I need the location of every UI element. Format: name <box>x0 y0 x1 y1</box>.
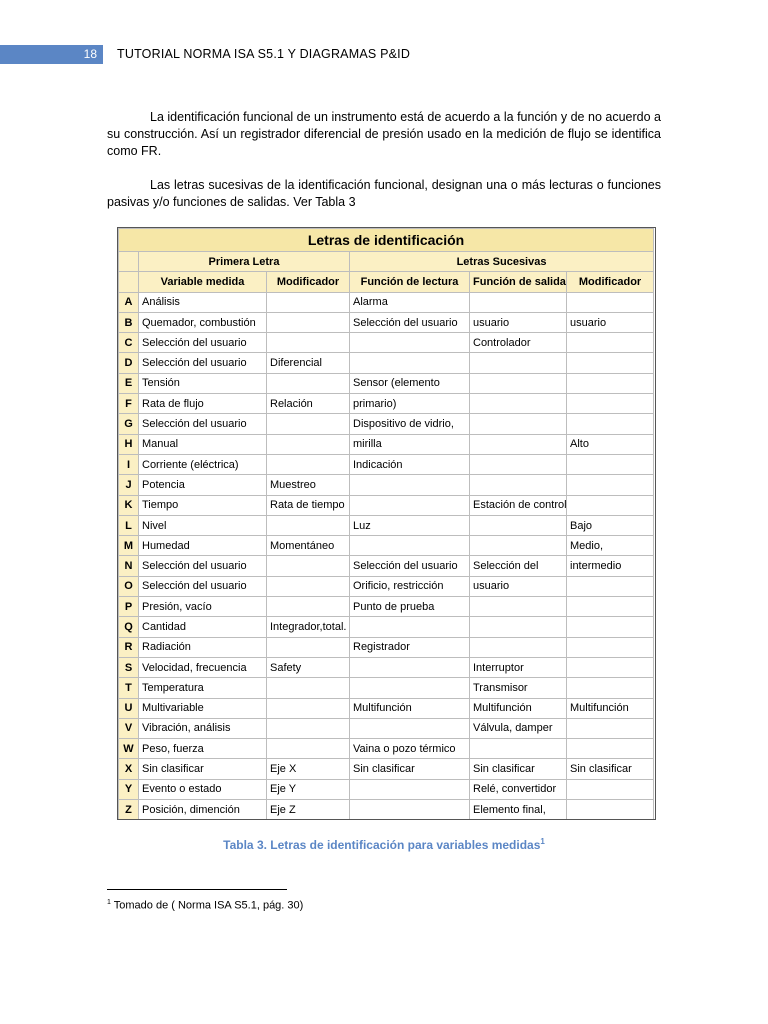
table-cell-mod2: Bajo <box>567 515 654 535</box>
table-cell-var: Corriente (eléctrica) <box>139 454 267 474</box>
table-cell-var: Selección del usuario <box>139 353 267 373</box>
row-letter: M <box>119 536 139 556</box>
table-cell-out: Selección del <box>470 556 567 576</box>
table-cell-var: Peso, fuerza <box>139 739 267 759</box>
table-cell-read <box>350 800 470 820</box>
footnote-text: Tomado de ( Norma ISA S5.1, pág. 30) <box>113 899 304 912</box>
table-cell-mod2 <box>567 597 654 617</box>
table-cell-mod1 <box>267 454 350 474</box>
table-cell-var: Sin clasificar <box>139 759 267 779</box>
row-letter: K <box>119 495 139 515</box>
table-row <box>119 779 654 799</box>
table-cell-read: Multifunción <box>350 698 470 718</box>
table-cell-read: Indicación <box>350 454 470 474</box>
table-cell-mod1 <box>267 434 350 454</box>
table-cell-var: Presión, vacío <box>139 597 267 617</box>
table-cell-var: Selección del usuario <box>139 333 267 353</box>
table-cell-out <box>470 597 567 617</box>
table-row <box>119 617 654 637</box>
footnote-mark: 1 <box>107 899 111 906</box>
table-row <box>119 739 654 759</box>
row-letter: O <box>119 576 139 596</box>
table-cell-out <box>470 637 567 657</box>
table-cell-mod1 <box>267 576 350 596</box>
table-row <box>119 657 654 677</box>
table-cell-var: Selección del usuario <box>139 576 267 596</box>
group-header-successive-letters: Letras Sucesivas <box>350 252 654 272</box>
table-cell-mod1 <box>267 739 350 759</box>
table-cell-mod1 <box>267 597 350 617</box>
table-cell-var: Radiación <box>139 637 267 657</box>
table-cell-read <box>350 779 470 799</box>
group-header-first-letter: Primera Letra <box>139 252 350 272</box>
row-letter: A <box>119 292 139 312</box>
col-header-reading: Función de lectura <box>350 272 470 292</box>
table-cell-out <box>470 739 567 759</box>
row-letter: C <box>119 333 139 353</box>
table-cell-read <box>350 678 470 698</box>
table-cell-read: Orificio, restricción <box>350 576 470 596</box>
running-title: TUTORIAL NORMA ISA S5.1 Y DIAGRAMAS P&ID <box>117 47 411 61</box>
table-row <box>119 434 654 454</box>
row-letter: Z <box>119 800 139 820</box>
footnote-divider <box>107 889 287 890</box>
table-cell-out <box>470 414 567 434</box>
table-title: Letras de identificación <box>119 229 654 252</box>
table-cell-read <box>350 333 470 353</box>
table-cell-read: Sin clasificar <box>350 759 470 779</box>
table-cell-var: Posición, dimención <box>139 800 267 820</box>
table-cell-mod2 <box>567 475 654 495</box>
table-cell-mod1: Safety <box>267 657 350 677</box>
table-cell-mod2 <box>567 576 654 596</box>
table-row <box>119 698 654 718</box>
row-letter: H <box>119 434 139 454</box>
table-cell-out: Multifunción <box>470 698 567 718</box>
table-cell-out <box>470 434 567 454</box>
table-cell-var: Velocidad, frecuencia <box>139 657 267 677</box>
table-row <box>119 353 654 373</box>
table-cell-read <box>350 475 470 495</box>
row-letter: S <box>119 657 139 677</box>
table-cell-mod1: Eje Z <box>267 800 350 820</box>
table-cell-mod1 <box>267 312 350 332</box>
row-letter: D <box>119 353 139 373</box>
table-row <box>119 759 654 779</box>
table-cell-read: primario) <box>350 394 470 414</box>
table-row <box>119 678 654 698</box>
row-letter: T <box>119 678 139 698</box>
table-cell-mod2 <box>567 414 654 434</box>
table-cell-mod2 <box>567 657 654 677</box>
table-cell-out: Interruptor <box>470 657 567 677</box>
row-letter: X <box>119 759 139 779</box>
caption-footnote-mark: 1 <box>540 837 545 846</box>
table-cell-mod1: Muestreo <box>267 475 350 495</box>
row-letter: P <box>119 597 139 617</box>
table-cell-out <box>470 394 567 414</box>
table-cell-mod1: Integrador,total. <box>267 617 350 637</box>
table-cell-out <box>470 292 567 312</box>
table-cell-var: Humedad <box>139 536 267 556</box>
table-cell-read: Selección del usuario <box>350 556 470 576</box>
table-row <box>119 597 654 617</box>
table-row <box>119 312 654 332</box>
col-header-modifier-1: Modificador <box>267 272 350 292</box>
table-cell-mod1: Eje X <box>267 759 350 779</box>
table-cell-mod1: Diferencial <box>267 353 350 373</box>
table-row <box>119 556 654 576</box>
table-cell-out: Válvula, damper <box>470 718 567 738</box>
table-cell-out: usuario <box>470 576 567 596</box>
row-letter: Q <box>119 617 139 637</box>
col-header-output: Función de salida <box>470 272 567 292</box>
table-cell-mod1 <box>267 333 350 353</box>
table-cell-var: Temperatura <box>139 678 267 698</box>
table-cell-out: usuario <box>470 312 567 332</box>
table-cell-out <box>470 617 567 637</box>
table-row <box>119 536 654 556</box>
table-cell-read: Vaina o pozo térmico <box>350 739 470 759</box>
table-row <box>119 333 654 353</box>
table-cell-out: Estación de control <box>470 495 567 515</box>
table-cell-read <box>350 353 470 373</box>
table-cell-var: Nivel <box>139 515 267 535</box>
row-letter: J <box>119 475 139 495</box>
table-cell-mod2 <box>567 678 654 698</box>
table-cell-mod1 <box>267 556 350 576</box>
table-cell-mod2 <box>567 739 654 759</box>
row-letter: E <box>119 373 139 393</box>
table-cell-read <box>350 536 470 556</box>
table-cell-mod1 <box>267 718 350 738</box>
table-cell-read: Luz <box>350 515 470 535</box>
table-cell-var: Análisis <box>139 292 267 312</box>
table-cell-out: Elemento final, <box>470 800 567 820</box>
table-cell-var: Tiempo <box>139 495 267 515</box>
page-number: 18 <box>0 45 103 64</box>
table-cell-mod1 <box>267 292 350 312</box>
table-cell-mod2 <box>567 617 654 637</box>
table-cell-out <box>470 353 567 373</box>
table-cell-mod2: Alto <box>567 434 654 454</box>
row-letter: V <box>119 718 139 738</box>
table-cell-out: Relé, convertidor <box>470 779 567 799</box>
table-cell-out: Transmisor <box>470 678 567 698</box>
table-cell-var: Manual <box>139 434 267 454</box>
row-letter: W <box>119 739 139 759</box>
table-cell-var: Cantidad <box>139 617 267 637</box>
table-cell-mod2: Medio, <box>567 536 654 556</box>
row-letter: F <box>119 394 139 414</box>
table-cell-mod2 <box>567 495 654 515</box>
table-cell-mod1: Momentáneo <box>267 536 350 556</box>
row-letter: Y <box>119 779 139 799</box>
table-row <box>119 475 654 495</box>
table-cell-var: Potencia <box>139 475 267 495</box>
table-cell-read <box>350 495 470 515</box>
table-cell-read: Selección del usuario <box>350 312 470 332</box>
table-cell-mod2: intermedio <box>567 556 654 576</box>
table-cell-var: Quemador, combustión <box>139 312 267 332</box>
table-cell-out: Controlador <box>470 333 567 353</box>
footnote <box>107 899 303 912</box>
table-cell-mod2 <box>567 373 654 393</box>
table-cell-out <box>470 475 567 495</box>
table-caption <box>0 837 768 852</box>
table-cell-mod2 <box>567 333 654 353</box>
row-letter: G <box>119 414 139 434</box>
caption-text: Tabla 3. Letras de identificación para variables medidas <box>223 838 541 852</box>
table-body <box>119 292 654 820</box>
row-letter: U <box>119 698 139 718</box>
table-cell-var: Selección del usuario <box>139 414 267 434</box>
table-cell-read: mirilla <box>350 434 470 454</box>
table-row <box>119 718 654 738</box>
table-row <box>119 373 654 393</box>
table-cell-mod2 <box>567 353 654 373</box>
table-cell-mod1: Relación <box>267 394 350 414</box>
table-cell-mod2 <box>567 800 654 820</box>
table-row <box>119 576 654 596</box>
table-cell-read: Alarma <box>350 292 470 312</box>
table-cell-var: Rata de flujo <box>139 394 267 414</box>
row-letter: B <box>119 312 139 332</box>
table-cell-mod2: Multifunción <box>567 698 654 718</box>
col-header-modifier-2: Modificador <box>567 272 654 292</box>
table-cell-var: Selección del usuario <box>139 556 267 576</box>
table-cell-mod2: usuario <box>567 312 654 332</box>
table-row <box>119 454 654 474</box>
table-cell-mod1 <box>267 515 350 535</box>
row-letter: R <box>119 637 139 657</box>
table-cell-mod1 <box>267 637 350 657</box>
table-cell-mod1: Rata de tiempo <box>267 495 350 515</box>
table-cell-mod2 <box>567 637 654 657</box>
paragraph-1 <box>107 109 661 160</box>
table-cell-mod1 <box>267 698 350 718</box>
table-cell-mod2: Sin clasificar <box>567 759 654 779</box>
table-cell-mod2 <box>567 718 654 738</box>
table-row <box>119 495 654 515</box>
table-cell-mod1 <box>267 373 350 393</box>
row-letter: I <box>119 454 139 474</box>
table-cell-mod1: Eje Y <box>267 779 350 799</box>
row-letter: L <box>119 515 139 535</box>
table-cell-out <box>470 373 567 393</box>
table-row <box>119 414 654 434</box>
table-cell-var: Tensión <box>139 373 267 393</box>
table-cell-out <box>470 454 567 474</box>
table-cell-out <box>470 536 567 556</box>
table-cell-read <box>350 617 470 637</box>
table-cell-var: Vibración, análisis <box>139 718 267 738</box>
table-row <box>119 292 654 312</box>
table-row <box>119 800 654 820</box>
table-cell-read: Dispositivo de vidrio, <box>350 414 470 434</box>
table-cell-read: Registrador <box>350 637 470 657</box>
table-cell-mod1 <box>267 678 350 698</box>
table-cell-out: Sin clasificar <box>470 759 567 779</box>
paragraph-1-text: La identificación funcional de un instrumento está de acuerdo a la función y de no acuerdo a su construcción. Así un registrador diferencial de presión usado en la medición de flujo se identifica como FR. <box>107 110 661 158</box>
table-row <box>119 515 654 535</box>
table-row <box>119 637 654 657</box>
table-cell-mod2 <box>567 779 654 799</box>
table-row <box>119 394 654 414</box>
table-cell-read: Sensor (elemento <box>350 373 470 393</box>
table-cell-var: Evento o estado <box>139 779 267 799</box>
table-cell-read <box>350 718 470 738</box>
table-cell-mod2 <box>567 454 654 474</box>
paragraph-2 <box>107 177 661 211</box>
table-cell-read: Punto de prueba <box>350 597 470 617</box>
paragraph-2-text: Las letras sucesivas de la identificación funcional, designan una o más lecturas o funciones pasivas y/o funciones de salidas. Ver Tabla 3 <box>107 178 661 209</box>
table-cell-out <box>470 515 567 535</box>
identification-letters-table <box>118 228 653 820</box>
table-cell-var: Multivariable <box>139 698 267 718</box>
table-cell-mod2 <box>567 292 654 312</box>
table-cell-read <box>350 657 470 677</box>
row-letter: N <box>119 556 139 576</box>
table-cell-mod2 <box>567 394 654 414</box>
col-header-variable: Variable medida <box>139 272 267 292</box>
table-cell-mod1 <box>267 414 350 434</box>
